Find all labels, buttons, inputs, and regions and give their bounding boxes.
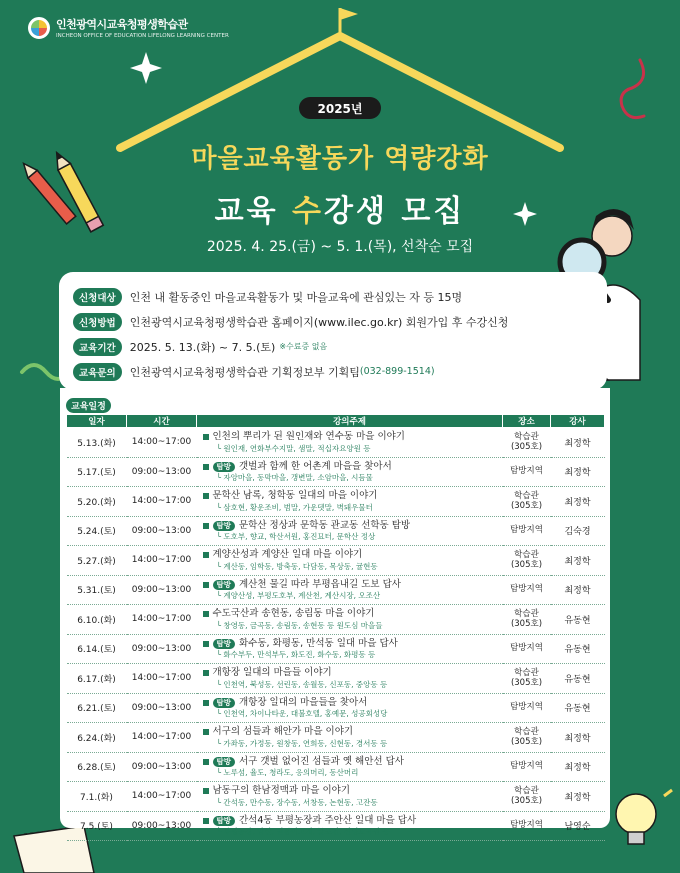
cell-date: 7.5.(토)	[67, 811, 127, 841]
place-name: 탐방지역	[510, 525, 543, 536]
topic-line	[203, 520, 503, 532]
topic-line	[203, 785, 503, 797]
topic-sub	[203, 827, 503, 837]
topic-places: 인천역, 북성동, 선린동, 송월동, 신포동, 중앙동 등	[223, 679, 388, 689]
info-row-method	[73, 309, 607, 334]
topic-line	[203, 549, 503, 561]
topic-sub	[203, 562, 503, 572]
topic-places: 노루섬, 율도, 청라도, 응의머리, 동산머리	[223, 768, 359, 778]
cell-place	[503, 634, 551, 664]
topic-places: 창영동, 금곡동, 송림동, 송현동 등 원도심 마을들	[223, 620, 383, 630]
topic-sub	[203, 709, 503, 719]
place-name: 탐방지역	[510, 820, 543, 831]
place-room: (305호)	[510, 501, 543, 512]
cell-topic	[197, 782, 503, 812]
bullet-icon	[203, 434, 209, 440]
topic-line	[203, 579, 503, 591]
cell-instructor: 유동현	[551, 693, 605, 723]
cell-time: 09:00~13:00	[127, 693, 197, 723]
topic-places: 화수부두, 만석부두, 화도진, 화수동, 화평동 등	[223, 650, 376, 660]
info-row-target	[73, 284, 607, 309]
visit-badge: 탐방	[213, 521, 236, 531]
info-value: 인천광역시교육청평생학습관 기획정보부 기획팀	[129, 365, 360, 379]
cell-date: 6.28.(토)	[67, 752, 127, 782]
topic-line	[203, 608, 503, 620]
table-row	[67, 428, 605, 458]
info-tag: 신청대상	[73, 288, 122, 306]
cell-place	[503, 428, 551, 458]
topic-line	[203, 756, 503, 768]
topic-places: 계양산성, 부평도호부, 계산천, 계산시장, 오조산	[223, 591, 381, 601]
topic-places: 인천역, 차이나타운, 대불호텔, 홍예문, 성공회성당	[223, 709, 388, 719]
cell-place	[503, 782, 551, 812]
cell-date: 5.27.(화)	[67, 546, 127, 576]
application-period: 2025. 4. 25.(금) ~ 5. 1.(목), 선착순 모집	[206, 239, 474, 255]
bullet-icon	[203, 552, 209, 558]
place-name: 학습관	[514, 726, 539, 737]
topic-title: 갯벌과 함께 한 어촌계 마을을 찾아서	[239, 460, 392, 472]
sub-arrow-icon: └	[216, 738, 224, 748]
org-logo-mark	[28, 17, 50, 39]
cell-date: 7.1.(화)	[67, 782, 127, 812]
topic-title: 개항장 일대의 마을들 이야기	[212, 667, 332, 679]
cell-time: 14:00~17:00	[127, 487, 197, 517]
bullet-icon	[203, 493, 209, 499]
topic-line	[203, 490, 503, 502]
cell-topic	[197, 457, 503, 487]
cell-place	[503, 752, 551, 782]
place-room: (305호)	[510, 560, 543, 571]
topic-sub	[203, 768, 503, 778]
table-row	[67, 752, 605, 782]
sub-arrow-icon: └	[216, 797, 224, 807]
topic-title: 남동구의 한남정맥과 마을 이야기	[212, 785, 351, 797]
bullet-icon	[203, 670, 209, 676]
schedule-header-row	[67, 415, 605, 428]
title-line-2-part-a: 교육	[214, 194, 293, 229]
info-phone: (032-899-1514)	[359, 366, 435, 377]
cell-instructor: 최정학	[551, 723, 605, 753]
topic-line	[203, 726, 503, 738]
table-row	[67, 457, 605, 487]
sub-arrow-icon: └	[216, 620, 224, 630]
topic-sub	[203, 621, 503, 631]
visit-badge: 탐방	[213, 698, 236, 708]
cell-date: 5.13.(화)	[67, 428, 127, 458]
info-value: 2025. 5. 13.(화) ~ 7. 5.(토)	[129, 340, 276, 354]
cell-place	[503, 516, 551, 546]
topic-sub	[203, 650, 503, 660]
topic-title: 계양산성과 계양산 일대 마을 이야기	[212, 549, 363, 561]
place-name: 탐방지역	[510, 702, 543, 713]
topic-sub	[203, 798, 503, 808]
cell-instructor: 최정학	[551, 546, 605, 576]
cell-topic	[197, 546, 503, 576]
swirl-icon	[621, 60, 644, 118]
sub-arrow-icon: └	[216, 532, 224, 542]
place-name: 탐방지역	[510, 584, 543, 595]
info-tag: 교육기간	[73, 338, 122, 356]
cell-place	[503, 487, 551, 517]
cell-date: 5.24.(토)	[67, 516, 127, 546]
cell-place	[503, 693, 551, 723]
topic-places: 가좌동, 가정동, 원창동, 연희동, 신현동, 경서동 등	[223, 738, 388, 748]
place-room: (305호)	[510, 796, 543, 807]
topic-sub	[203, 680, 503, 690]
cell-topic	[197, 605, 503, 635]
bullet-icon	[203, 818, 209, 824]
place-room: (305호)	[510, 619, 543, 630]
place-room: (305호)	[510, 737, 543, 748]
cell-time: 14:00~17:00	[127, 782, 197, 812]
cell-date: 5.17.(토)	[67, 457, 127, 487]
cell-time: 14:00~17:00	[127, 605, 197, 635]
schedule-table	[66, 414, 605, 841]
place-room: (305호)	[510, 678, 543, 689]
cell-place	[503, 664, 551, 694]
title-line-2-highlight: 수	[292, 194, 324, 229]
place-name: 학습관	[514, 667, 539, 678]
cell-time: 14:00~17:00	[127, 546, 197, 576]
cell-date: 6.10.(화)	[67, 605, 127, 635]
bullet-icon	[203, 582, 209, 588]
topic-sub	[203, 444, 503, 454]
col-header-topic: 강의주제	[197, 415, 503, 428]
table-row	[67, 634, 605, 664]
cell-time: 09:00~13:00	[127, 516, 197, 546]
sub-arrow-icon: └	[216, 679, 224, 689]
topic-line	[203, 461, 503, 473]
schedule-body	[67, 428, 605, 841]
org-logo	[28, 16, 229, 39]
cell-instructor: 최정학	[551, 428, 605, 458]
org-name-en: INCHEON OFFICE OF EDUCATION LIFELONG LEARNING CENTER	[56, 33, 229, 39]
topic-line	[203, 638, 503, 650]
sub-arrow-icon: └	[216, 561, 224, 571]
bullet-icon	[203, 611, 209, 617]
sub-arrow-icon: └	[216, 502, 224, 512]
visit-badge: 탐방	[213, 462, 236, 472]
bullet-icon	[203, 700, 209, 706]
sub-arrow-icon: └	[216, 473, 224, 483]
title-line-2-part-c: 강생 모집	[324, 194, 466, 229]
title-line-1: 마을교육활동가 역량강화	[191, 144, 489, 174]
col-header-time: 시간	[127, 415, 197, 428]
schedule-panel	[60, 388, 610, 837]
topic-places: 원인재, 연화부수지말, 샘말, 적십자요양원 등	[223, 443, 371, 453]
info-tag: 신청방법	[73, 313, 122, 331]
cell-topic	[197, 516, 503, 546]
cell-topic	[197, 693, 503, 723]
cell-time: 14:00~17:00	[127, 664, 197, 694]
topic-line	[203, 815, 503, 827]
sub-arrow-icon: └	[216, 591, 224, 601]
topic-title: 문학산 정상과 문학동 관교동 선학동 탐방	[239, 519, 411, 531]
topic-title: 문학산 남록, 청학동 일대의 마을 이야기	[212, 490, 378, 502]
cell-topic	[197, 575, 503, 605]
table-row	[67, 723, 605, 753]
cell-time: 14:00~17:00	[127, 723, 197, 753]
info-row-inquiry	[73, 359, 607, 384]
topic-title: 수도국산과 송현동, 송림동 마을 이야기	[212, 608, 375, 620]
cell-time: 09:00~13:00	[127, 457, 197, 487]
schedule-tag: 교육일정	[66, 398, 111, 413]
topic-title: 계산천 물길 따라 부평읍내길 도보 답사	[239, 578, 401, 590]
cell-place	[503, 575, 551, 605]
topic-sub	[203, 503, 503, 513]
place-name: 학습관	[514, 608, 539, 619]
topic-sub	[203, 591, 503, 601]
col-header-place: 장소	[503, 415, 551, 428]
cell-topic	[197, 664, 503, 694]
sparkle-icon	[130, 52, 162, 84]
table-row	[67, 487, 605, 517]
cell-place	[503, 457, 551, 487]
cell-time: 09:00~13:00	[127, 634, 197, 664]
col-header-instructor: 강사	[551, 415, 605, 428]
cell-time: 14:00~17:00	[127, 428, 197, 458]
cell-instructor: 최정학	[551, 457, 605, 487]
cell-instructor: 유동현	[551, 664, 605, 694]
sub-arrow-icon: └	[216, 709, 224, 719]
place-name: 학습관	[514, 785, 539, 796]
bullet-icon	[203, 729, 209, 735]
visit-badge: 탐방	[213, 757, 236, 767]
cell-instructor: 남영순	[551, 811, 605, 841]
visit-badge: 탐방	[213, 816, 236, 826]
table-row	[67, 546, 605, 576]
cell-date: 6.21.(토)	[67, 693, 127, 723]
table-row	[67, 811, 605, 841]
table-row	[67, 693, 605, 723]
bullet-icon	[203, 523, 209, 529]
cell-place	[503, 723, 551, 753]
cell-place	[503, 605, 551, 635]
col-header-date: 일자	[67, 415, 127, 428]
info-tag: 교육문의	[73, 363, 122, 381]
topic-sub	[203, 739, 503, 749]
topic-title: 서구 갯벌 없어진 섬들과 옛 해안선 답사	[239, 755, 404, 767]
cell-date: 5.20.(화)	[67, 487, 127, 517]
bullet-icon	[203, 464, 209, 470]
cell-date: 6.14.(토)	[67, 634, 127, 664]
visit-badge: 탐방	[213, 639, 236, 649]
topic-places: 계산동, 임학동, 방축동, 다담동, 목상동, 귤현동	[223, 561, 378, 571]
table-row	[67, 664, 605, 694]
bullet-icon	[203, 788, 209, 794]
lightbulb-icon	[600, 790, 672, 844]
roof-icon	[120, 36, 560, 148]
cell-instructor: 김숙경	[551, 516, 605, 546]
cell-time: 09:00~13:00	[127, 752, 197, 782]
cell-instructor: 유동현	[551, 634, 605, 664]
sub-arrow-icon: └	[216, 827, 224, 837]
topic-sub	[203, 532, 503, 542]
bullet-icon	[203, 759, 209, 765]
topic-title: 서구의 섬들과 해안가 마을 이야기	[212, 726, 354, 738]
cell-topic	[197, 811, 503, 841]
cell-topic	[197, 428, 503, 458]
sub-arrow-icon: └	[216, 768, 224, 778]
place-name: 탐방지역	[510, 643, 543, 654]
topic-line	[203, 667, 503, 679]
cell-instructor: 최정학	[551, 752, 605, 782]
info-box	[59, 272, 607, 390]
cell-time: 09:00~13:00	[127, 811, 197, 841]
cell-topic	[197, 487, 503, 517]
info-row-duration	[73, 334, 607, 359]
topic-places: 간석동, 만수동, 장수동, 서창동, 논현동, 고잔동	[223, 797, 378, 807]
sub-arrow-icon: └	[216, 443, 224, 453]
cell-date: 6.24.(화)	[67, 723, 127, 753]
place-name: 학습관	[514, 490, 539, 501]
year-badge: 2025년	[299, 97, 381, 119]
info-value: 인천광역시교육청평생학습관 홈페이지(www.ilec.go.kr) 회원가입 후 수강신청	[129, 315, 509, 329]
topic-places: 자앙마을, 동막마을, 갱변말, 소암마을, 시듬물	[223, 473, 373, 483]
info-note: ※수료증 없음	[279, 342, 328, 351]
place-name: 탐방지역	[510, 761, 543, 772]
table-row	[67, 516, 605, 546]
cell-date: 6.17.(화)	[67, 664, 127, 694]
sub-arrow-icon: └	[216, 650, 224, 660]
cell-instructor: 최정학	[551, 487, 605, 517]
cell-instructor: 최정학	[551, 575, 605, 605]
place-name: 학습관	[514, 431, 539, 442]
topic-line	[203, 697, 503, 709]
place-name: 탐방지역	[510, 466, 543, 477]
cell-place	[503, 546, 551, 576]
cell-topic	[197, 723, 503, 753]
visit-badge: 탐방	[213, 580, 236, 590]
topic-sub	[203, 473, 503, 483]
topic-places: 삼호현, 황운조비, 범말, 가운뎃말, 벽돼우물터	[223, 502, 373, 512]
bullet-icon	[203, 641, 209, 647]
cell-date: 5.31.(토)	[67, 575, 127, 605]
cell-time: 09:00~13:00	[127, 575, 197, 605]
cell-instructor: 최정학	[551, 782, 605, 812]
cell-topic	[197, 634, 503, 664]
topic-places: 부평농장, 암산, 원통이고개, 굴포천, 신명보육원 등	[223, 827, 390, 837]
org-name: 인천광역시교육청평생학습관	[56, 18, 188, 31]
topic-title: 간석4동 부평농장과 주안산 일대 마을 답사	[239, 814, 417, 826]
cell-instructor: 유동현	[551, 605, 605, 635]
cell-topic	[197, 752, 503, 782]
topic-places: 도호부, 향교, 학산서원, 홍진묘터, 문학산 정상	[223, 532, 376, 542]
title-line-2	[0, 186, 680, 230]
cell-place	[503, 811, 551, 841]
topic-title: 인천의 뿌리가 된 원인재와 연수동 마을 이야기	[212, 431, 405, 443]
topic-title: 개항장 일대의 마을들을 찾아서	[239, 696, 368, 708]
topic-title: 화수동, 화평동, 만석동 일대 마을 답사	[239, 637, 398, 649]
table-row	[67, 782, 605, 812]
place-name: 학습관	[514, 549, 539, 560]
place-room: (305호)	[510, 442, 543, 453]
topic-line	[203, 431, 503, 443]
info-value: 인천 내 활동중인 마을교육활동가 및 마을교육에 관심있는 자 등 15명	[129, 290, 463, 304]
flag-icon	[340, 8, 358, 20]
table-row	[67, 575, 605, 605]
table-row	[67, 605, 605, 635]
